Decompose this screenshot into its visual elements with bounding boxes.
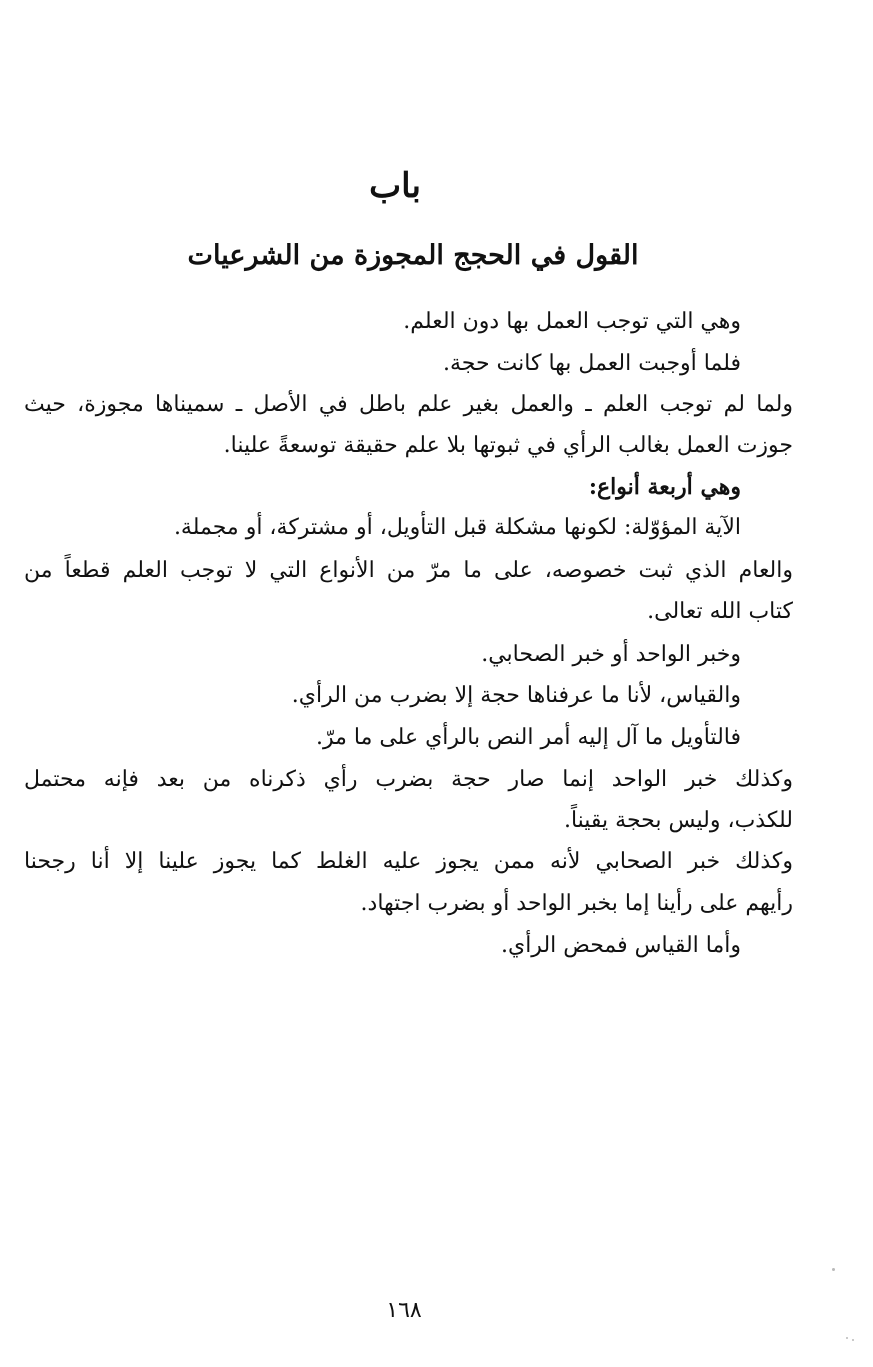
body-line: الآية المؤوّلة: لكونها مشكلة قبل التأويل، أو مشتركة، أو مجملة. — [173, 515, 741, 540]
body-line: فالتأويل ما آل إليه أمر النص بالرأي على ما مرّ. — [315, 725, 741, 750]
body-line: والقياس، لأنا ما عرفناها حجة إلا بضرب من الرأي. — [291, 683, 741, 708]
page-number: ١٦٨ — [386, 1298, 422, 1323]
body-line: فلما أوجبت العمل بها كانت حجة. — [442, 351, 741, 376]
body-line: كتاب الله تعالى. — [647, 599, 793, 624]
scan-speck — [832, 1268, 835, 1271]
body-line: وكذلك خبر الصحابي لأنه ممن يجوز عليه الغلط كما يجوز علينا إلا أنا رجحنا — [24, 849, 793, 874]
body-line: وكذلك خبر الواحد إنما صار حجة بضرب رأي ذكرناه من بعد فإنه محتمل — [24, 767, 793, 792]
body-line: والعام الذي ثبت خصوصه، على ما مرّ من الأنواع التي لا توجب العلم قطعاً من — [24, 558, 793, 583]
body-line: جوزت العمل بغالب الرأي في ثبوتها بلا علم حقيقة توسعةً علينا. — [223, 433, 793, 458]
body-line: وخبر الواحد أو خبر الصحابي. — [481, 642, 741, 667]
scan-speck — [852, 1339, 854, 1341]
body-line: وهي التي توجب العمل بها دون العلم. — [403, 309, 741, 334]
body-line: ولما لم توجب العلم ـ والعمل بغير علم باطل في الأصل ـ سميناها مجوزة، حيث — [24, 392, 793, 417]
section-title: القول في الحجج المجوزة من الشرعيات — [187, 240, 639, 271]
body-line: وأما القياس فمحض الرأي. — [500, 933, 741, 958]
body-line-heading: وهي أربعة أنواع: — [588, 474, 741, 500]
body-line: للكذب، وليس بحجة يقيناً. — [563, 808, 793, 833]
scan-speck — [846, 1337, 848, 1339]
body-line: رأيهم على رأينا إما بخبر الواحد أو بضرب اجتهاد. — [360, 891, 793, 916]
chapter-heading: باب — [369, 166, 421, 206]
